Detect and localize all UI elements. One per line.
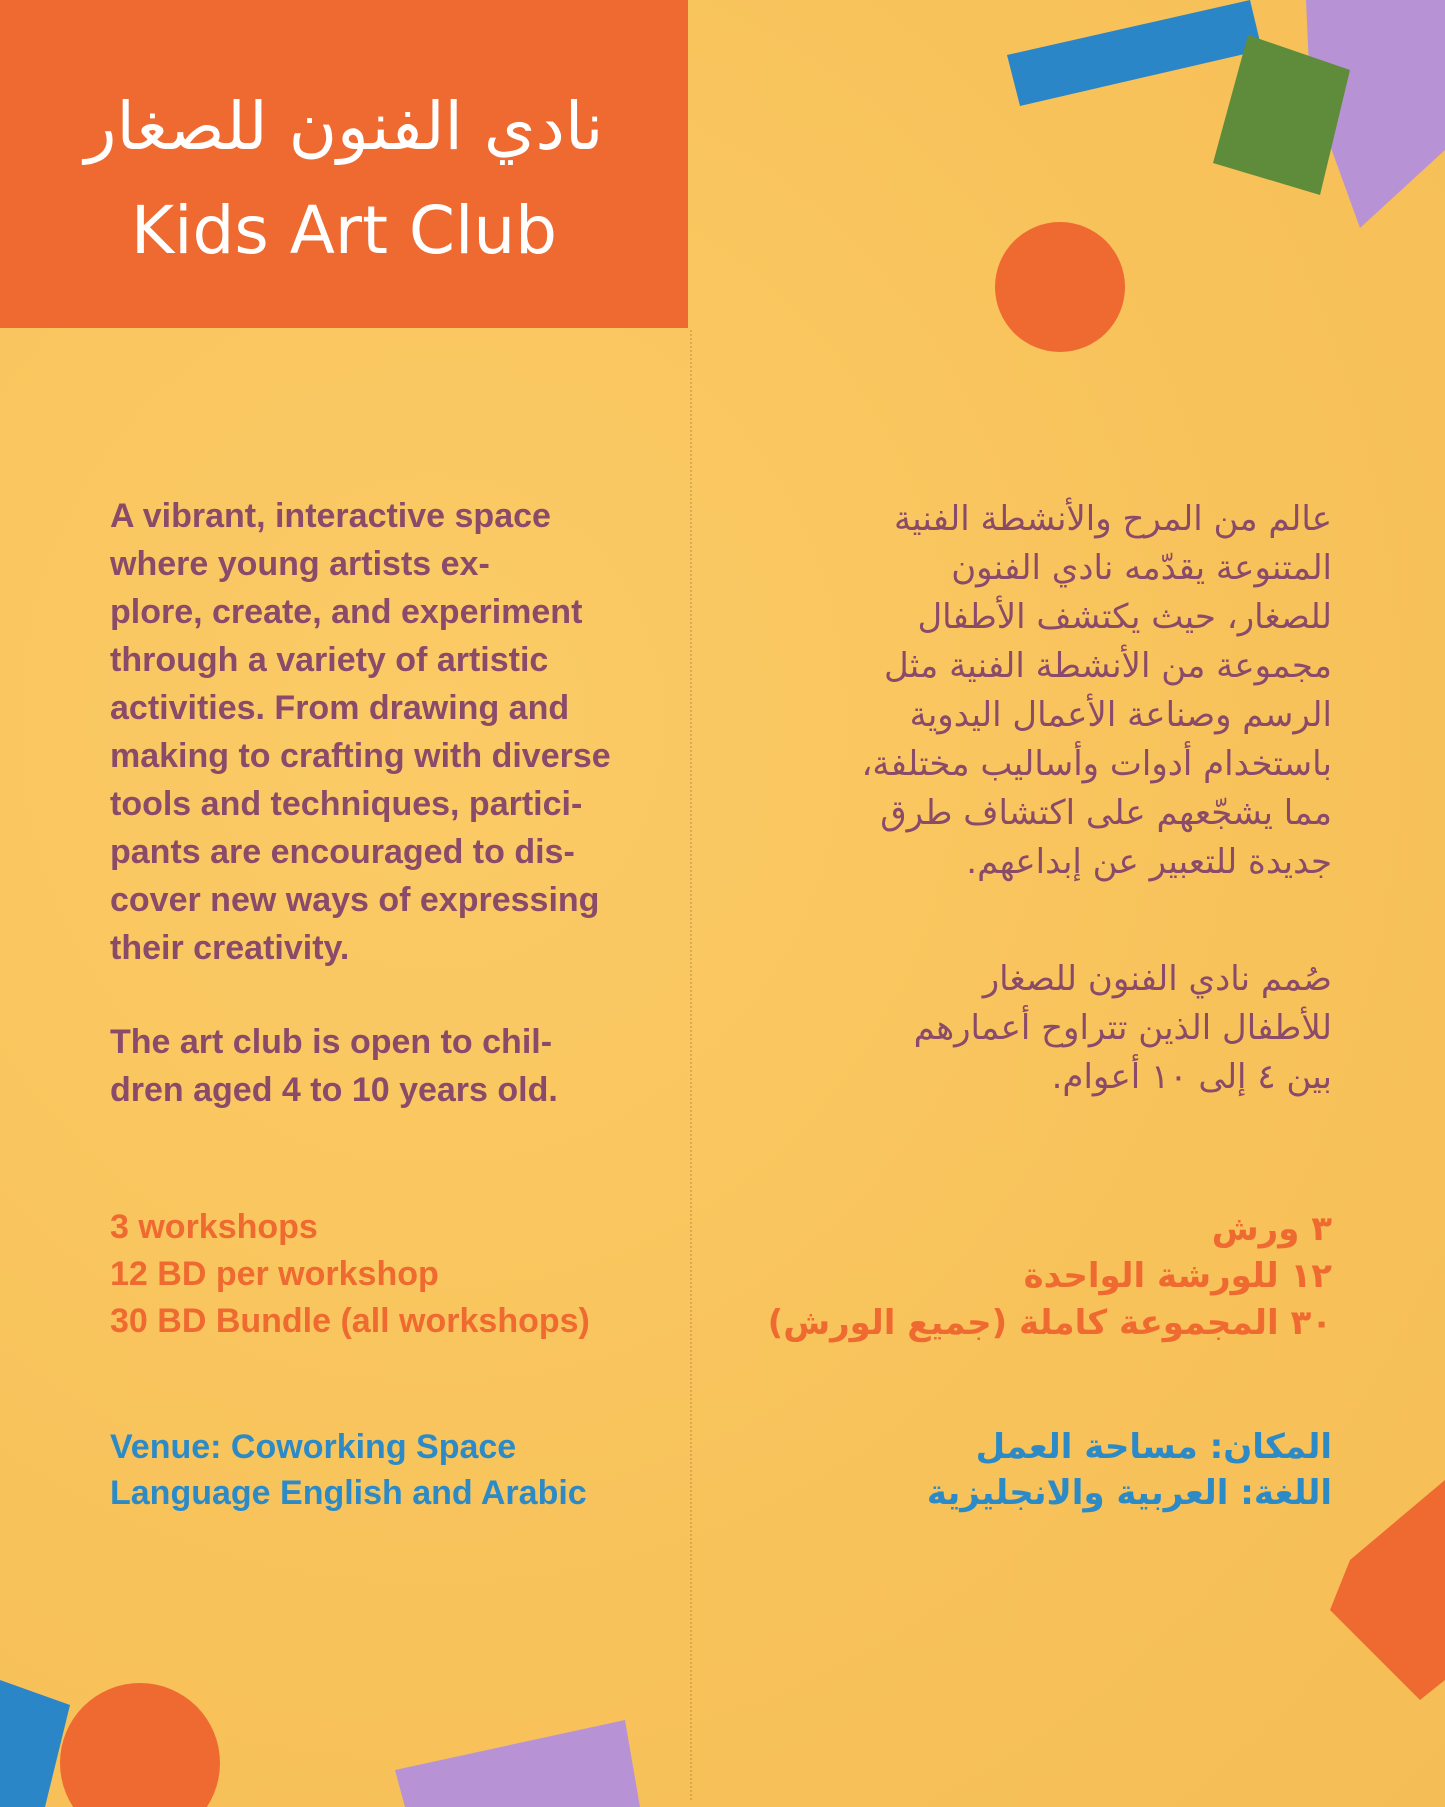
english-description bbox=[110, 492, 700, 972]
age-line: للأطفال الذين تتراوح أعمارهم bbox=[913, 1008, 1332, 1048]
title-english: Kids Art Club bbox=[130, 192, 558, 269]
age-line: بين ٤ إلى ١٠ أعوام. bbox=[1051, 1057, 1332, 1097]
age-line: صُمم نادي الفنون للصغار bbox=[982, 959, 1332, 999]
pricing-line: ١٢ للورشة الواحدة bbox=[1023, 1256, 1332, 1296]
venue-line: المكان: مساحة العمل bbox=[975, 1427, 1332, 1467]
orange-square-bottom-right bbox=[1330, 1480, 1445, 1700]
age-line: The art club is open to chil- bbox=[110, 1023, 553, 1061]
description-line: الرسم وصناعة الأعمال اليدوية bbox=[909, 695, 1332, 735]
title-arabic: نادي الفنون للصغار bbox=[84, 88, 604, 165]
arabic-age-info bbox=[772, 955, 1332, 1102]
pricing-line: ٣ ورش bbox=[1211, 1209, 1332, 1249]
description-line: مما يشجّعهم على اكتشاف طرق bbox=[880, 793, 1332, 833]
description-line: المتنوعة يقدّمه نادي الفنون bbox=[951, 548, 1332, 588]
description-line: pants are encouraged to dis- bbox=[110, 833, 575, 871]
blue-rectangle-top-right bbox=[1007, 0, 1262, 106]
description-line: plore, create, and experiment bbox=[110, 593, 583, 631]
description-line: activities. From drawing and bbox=[110, 689, 570, 727]
description-line: tools and techniques, partici- bbox=[110, 785, 583, 823]
language-line: Language English and Arabic bbox=[110, 1474, 587, 1512]
pricing-line: ٣٠ المجموعة كاملة (جميع الورش) bbox=[767, 1303, 1332, 1343]
pricing-line: 12 BD per workshop bbox=[110, 1255, 439, 1293]
description-line: making to crafting with diverse bbox=[110, 737, 611, 775]
orange-circle-bottom-left bbox=[60, 1683, 220, 1807]
arabic-description bbox=[772, 495, 1332, 887]
arabic-venue-info bbox=[772, 1424, 1332, 1516]
blue-rectangle-bottom-left bbox=[0, 1680, 70, 1807]
english-pricing bbox=[110, 1204, 700, 1345]
description-line: through a variety of artistic bbox=[110, 641, 549, 679]
description-line: عالم من المرح والأنشطة الفنية bbox=[893, 499, 1332, 539]
description-line: cover new ways of expressing bbox=[110, 881, 600, 919]
description-line: their creativity. bbox=[110, 929, 350, 967]
purple-rectangle-bottom bbox=[395, 1720, 640, 1807]
description-line: للصغار، حيث يكتشف الأطفال bbox=[917, 597, 1332, 637]
description-line: مجموعة من الأنشطة الفنية مثل bbox=[884, 646, 1332, 686]
pricing-line: 3 workshops bbox=[110, 1208, 318, 1246]
description-line: where young artists ex- bbox=[110, 545, 490, 583]
title-box bbox=[0, 0, 688, 328]
venue-line: Venue: Coworking Space bbox=[110, 1428, 517, 1466]
english-venue-info bbox=[110, 1424, 700, 1516]
description-line: A vibrant, interactive space bbox=[110, 497, 551, 535]
arabic-pricing bbox=[767, 1206, 1332, 1347]
age-line: dren aged 4 to 10 years old. bbox=[110, 1071, 558, 1109]
language-line: اللغة: العربية والانجليزية bbox=[926, 1473, 1332, 1513]
description-line: جديدة للتعبير عن إبداعهم. bbox=[966, 842, 1332, 882]
orange-circle-top-right bbox=[995, 222, 1125, 352]
description-line: باستخدام أدوات وأساليب مختلفة، bbox=[861, 744, 1332, 784]
pricing-line: 30 BD Bundle (all workshops) bbox=[110, 1302, 590, 1340]
english-age-info bbox=[110, 1018, 700, 1114]
